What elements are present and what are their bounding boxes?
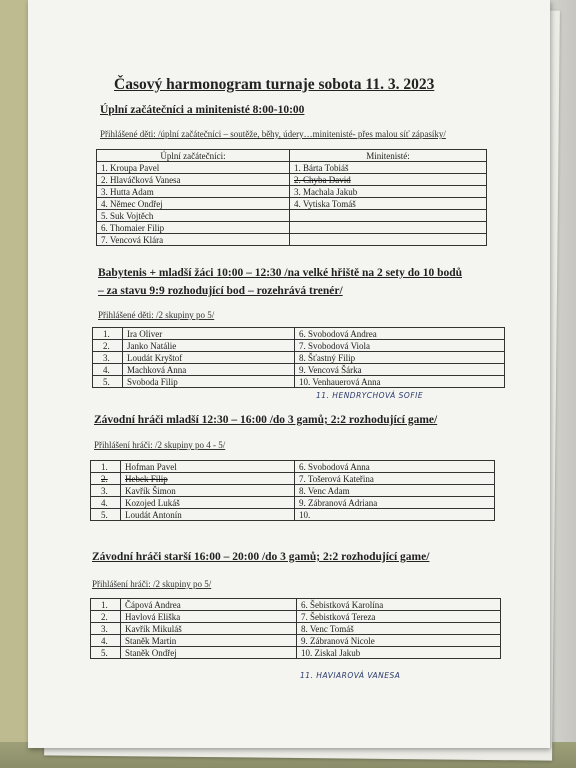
row-number: 1.: [93, 328, 123, 340]
paper-sheet: [28, 0, 550, 748]
section4-note: Přihlášení hráči: /2 skupiny po 5/: [92, 579, 212, 589]
table-row: [97, 174, 487, 186]
table-cell: Svoboda Filip: [123, 376, 295, 388]
table-cell-crossed-out: 2. Chyba David: [290, 174, 487, 186]
table-cell: 4. Vytiska Tomáš: [290, 198, 487, 210]
table-cell: 7. Vencová Klára: [97, 234, 290, 246]
table-row: [97, 210, 487, 222]
row-number: 5.: [91, 647, 121, 659]
table-row: [93, 340, 505, 352]
table-cell: 6. Svobodová Andrea: [295, 328, 505, 340]
table-cell: 8. Venc Adam: [295, 485, 495, 497]
table-cell: 6. Šebistková Karolína: [297, 599, 501, 611]
table-cell: Hofman Pavel: [121, 461, 295, 473]
table-cell: 7. Svobodová Viola: [295, 340, 505, 352]
table-row: [93, 364, 505, 376]
section4-table: [90, 598, 501, 659]
section1-header-row: [97, 150, 487, 162]
table-cell: Kavřík Mikuláš: [121, 623, 297, 635]
table-cell: Loudát Kryštof: [123, 352, 295, 364]
table-cell: 6. Thomaier Filip: [97, 222, 290, 234]
table-cell: 9. Zábranová Nicole: [297, 635, 501, 647]
table-row: [91, 599, 501, 611]
section2-heading: [98, 264, 462, 300]
table-row: [91, 611, 501, 623]
table-cell: [290, 234, 487, 246]
row-number: 2.: [93, 340, 123, 352]
section1-col1-header: Úplní začátečníci:: [97, 150, 290, 162]
table-cell: 5. Suk Vojtěch: [97, 210, 290, 222]
section4-heading: Závodní hráči starší 16:00 – 20:00 /do 3 gamů; 2:2 rozhodující game/: [92, 551, 430, 563]
section1-note: Přihlášené děti: /úplní začátečníci – soutěže, běhy, údery…minitenisté- přes malou síť zápasíky/: [100, 129, 446, 139]
table-cell: Havlová Eliška: [121, 611, 297, 623]
section2-note: Přihlášené děti: /2 skupiny po 5/: [98, 310, 215, 320]
table-cell: 7. Šebistková Tereza: [297, 611, 501, 623]
table-cell: [290, 222, 487, 234]
table-row: [97, 162, 487, 174]
section2-heading-line1: Babytenis + mladší žáci 10:00 – 12:30 /na velké hřiště na 2 sety do 10 bodů: [98, 267, 463, 279]
table-row: [93, 328, 505, 340]
row-number: 3.: [93, 352, 123, 364]
row-number: 4.: [91, 635, 121, 647]
table-row: [93, 352, 505, 364]
table-row: [97, 234, 487, 246]
table-row: [91, 473, 495, 485]
table-cell-crossed-out: Hebek Filip: [121, 473, 295, 485]
row-number: 1.: [91, 461, 121, 473]
table-row: [97, 186, 487, 198]
table-cell: 9. Vencová Šárka: [295, 364, 505, 376]
section1-heading: Úplní začátečníci a minitenisté 8:00-10:00: [100, 104, 305, 116]
table-row: [91, 485, 495, 497]
section2-heading-line2: – za stavu 9:9 rozhodující bod – rozehrává trenér/: [98, 285, 343, 297]
row-number: 1.: [91, 599, 121, 611]
section1-col2-header: Minitenisté:: [290, 150, 487, 162]
table-cell: 1. Bárta Tobiáš: [290, 162, 487, 174]
row-number: 3.: [91, 485, 121, 497]
table-row: [91, 497, 495, 509]
section3-note: Přihlášení hráči: /2 skupiny po 4 - 5/: [94, 440, 226, 450]
table-cell: 1. Kroupa Pavel: [97, 162, 290, 174]
table-cell: 2. Hlaváčková Vanesa: [97, 174, 290, 186]
row-number: 2.: [91, 611, 121, 623]
handwritten-addition: 11. HENDRYCHOVÁ SOFIE: [316, 391, 424, 400]
table-cell: Ira Oliver: [123, 328, 295, 340]
table-row: [91, 623, 501, 635]
table-cell: 3. Machala Jakub: [290, 186, 487, 198]
table-cell: Loudát Antonín: [121, 509, 295, 521]
table-cell: 10. Venhauerová Anna: [295, 376, 505, 388]
table-cell: 4. Němec Ondřej: [97, 198, 290, 210]
table-row: [97, 198, 487, 210]
page-title: Časový harmonogram turnaje sobota 11. 3. 2023: [114, 76, 435, 93]
table-row: [91, 635, 501, 647]
row-number: 4.: [93, 364, 123, 376]
table-cell: 8. Venc Tomáš: [297, 623, 501, 635]
table-cell: 9. Zábranová Adriana: [295, 497, 495, 509]
table-cell: 7. Tošerová Kateřina: [295, 473, 495, 485]
section2-table: [92, 327, 505, 388]
table-cell: Janko Natálie: [123, 340, 295, 352]
table-cell: 6. Svobodová Anna: [295, 461, 495, 473]
table-row: [91, 647, 501, 659]
table-cell: Staněk Ondřej: [121, 647, 297, 659]
table-cell: Čápová Andrea: [121, 599, 297, 611]
row-number-crossed-out: 2.: [91, 473, 121, 485]
row-number: 3.: [91, 623, 121, 635]
table-cell: 10. Ziskal Jakub: [297, 647, 501, 659]
handwritten-addition: 11. HAVIAROVÁ VANESA: [300, 671, 401, 680]
section3-table: [90, 460, 495, 521]
row-number: 5.: [93, 376, 123, 388]
table-cell: Kozojed Lukáš: [121, 497, 295, 509]
table-cell: Staněk Martin: [121, 635, 297, 647]
row-number: 5.: [91, 509, 121, 521]
table-cell: [290, 210, 487, 222]
table-row: [91, 509, 495, 521]
table-cell: 3. Hutta Adam: [97, 186, 290, 198]
section3-heading: Závodní hráči mladší 12:30 – 16:00 /do 3 gamů; 2:2 rozhodující game/: [94, 414, 438, 426]
table-row: [91, 461, 495, 473]
table-row: [97, 222, 487, 234]
table-row: [93, 376, 505, 388]
row-number: 4.: [91, 497, 121, 509]
table-cell: Kavřík Šimon: [121, 485, 295, 497]
table-cell: Machková Anna: [123, 364, 295, 376]
table-cell: 10.: [295, 509, 495, 521]
table-cell: 8. Šťastný Filip: [295, 352, 505, 364]
section1-table: [96, 149, 487, 246]
